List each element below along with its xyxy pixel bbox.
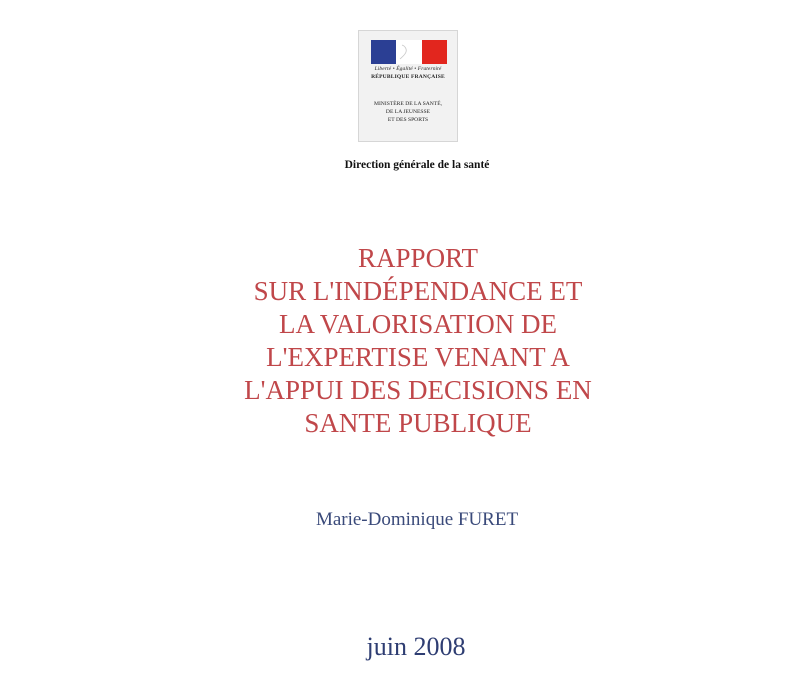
title-line: RAPPORT (358, 243, 478, 273)
republic-motto: Liberté • Égalité • Fraternité (374, 66, 442, 72)
report-author: Marie-Dominique FURET (315, 509, 519, 530)
ministry-line: DE LA JEUNESSE (385, 109, 431, 115)
title-line: L'EXPERTISE VENANT A (266, 342, 570, 372)
ministry-line: MINISTÈRE DE LA SANTÉ, (373, 101, 443, 107)
ministry-line: ET DES SPORTS (387, 117, 429, 123)
flag-blue-band (371, 40, 396, 64)
ministry-logo (358, 30, 458, 142)
title-line: SANTE PUBLIQUE (304, 408, 532, 438)
flag-red-band (422, 40, 447, 64)
report-title (0, 242, 786, 440)
ministry-name (359, 100, 457, 124)
republic-name: RÉPUBLIQUE FRANÇAISE (371, 74, 445, 80)
title-line: SUR L'INDÉPENDANCE ET (253, 276, 583, 306)
republic-flag-logo (371, 40, 447, 64)
title-line: L'APPUI DES DECISIONS EN (244, 375, 592, 405)
directorate-name: Direction générale de la santé (344, 159, 490, 171)
report-date: juin 2008 (366, 632, 466, 661)
title-line: LA VALORISATION DE (278, 309, 557, 339)
